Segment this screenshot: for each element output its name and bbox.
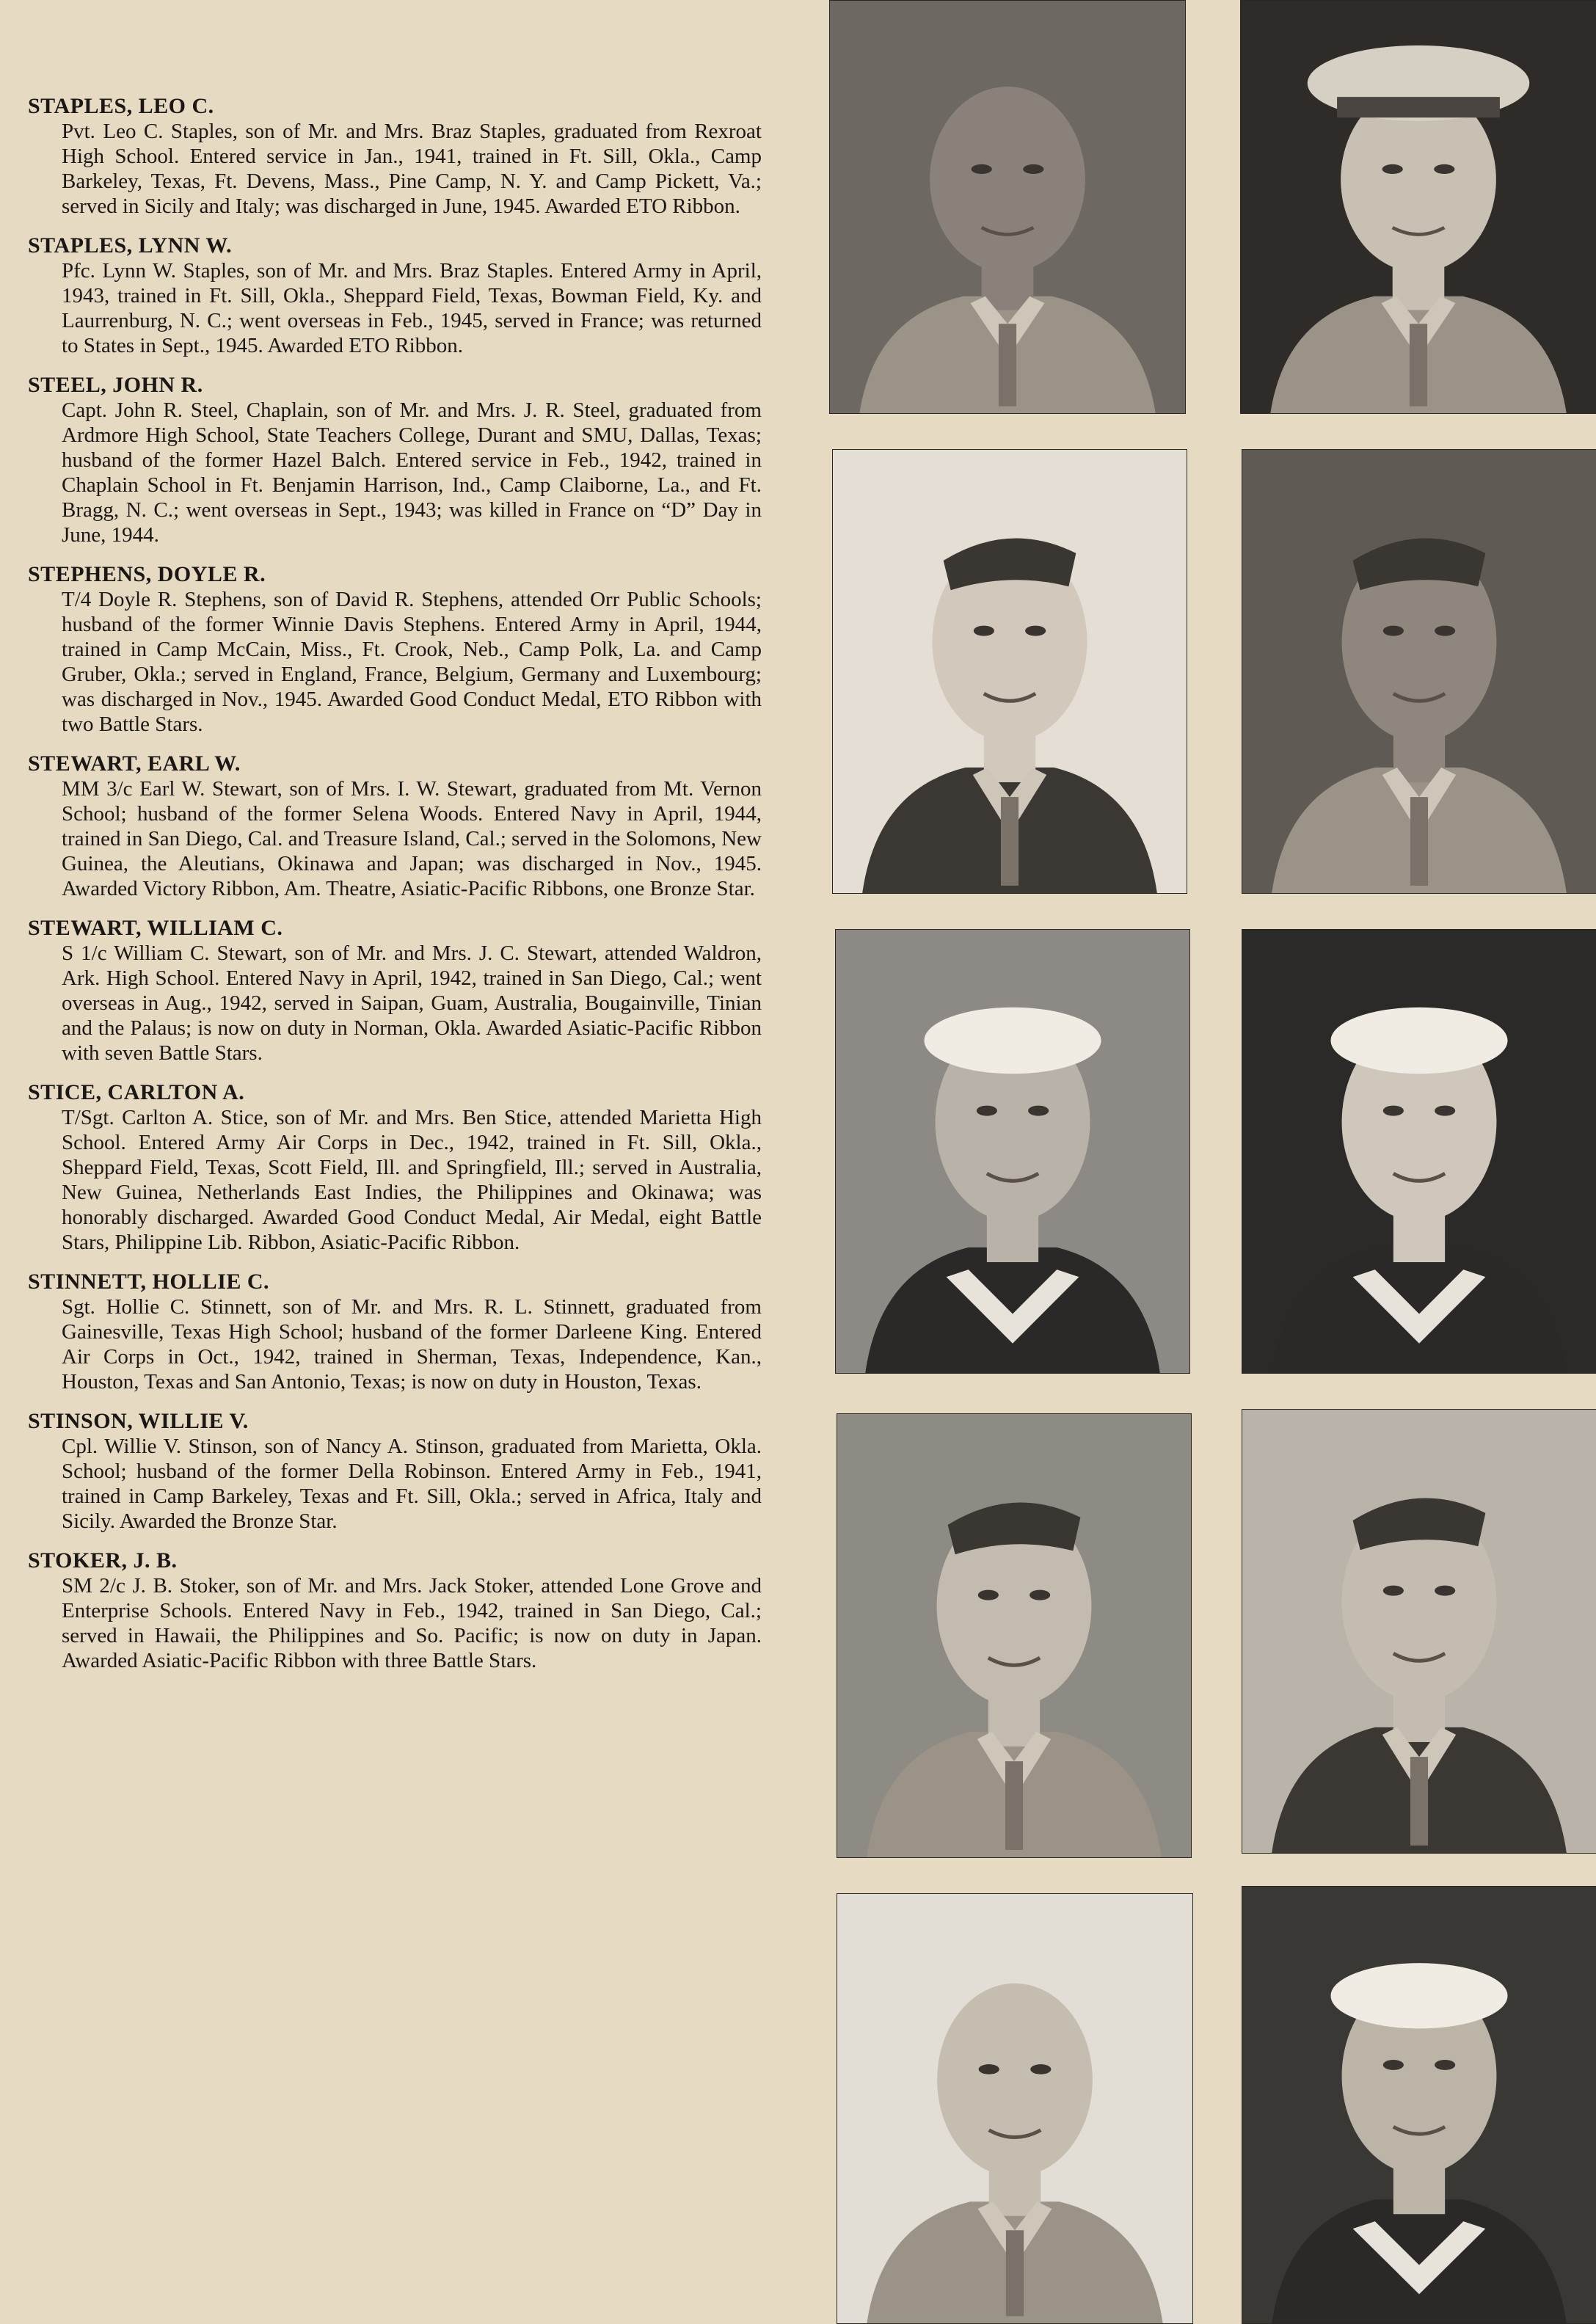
portrait-silhouette: [836, 930, 1189, 1373]
portrait-silhouette: [1242, 1887, 1596, 2323]
biography-column: [28, 94, 762, 1688]
bio-entry: [28, 373, 762, 547]
bio-name: STEEL, JOHN R.: [28, 373, 203, 397]
bio-entry: [28, 562, 762, 737]
bio-name: STOKER, J. B.: [28, 1548, 178, 1573]
portrait-silhouette: [837, 1414, 1191, 1857]
portrait-silhouette: [1242, 450, 1596, 893]
portrait-photo: [1242, 1409, 1596, 1854]
bio-text: Sgt. Hollie C. Stinnett, son of Mr. and Mrs. R. L. Stinnett, graduated from Gainesville, Texas High School; husband of the former Darleene King. Entered Air Corps in Oct., 1942, trained in Sherman, Texas, Independence, Kan., Houston, Texas and San Antonio, Texas; is now on duty in Houston, Texas.: [62, 1295, 762, 1394]
bio-name: STEWART, EARL W.: [28, 751, 241, 776]
bio-entry: [28, 1270, 762, 1394]
bio-text: T/Sgt. Carlton A. Stice, son of Mr. and Mrs. Ben Stice, attended Marietta High School. Entered Army Air Corps in Dec., 1942, trained in Ft. Sill, Okla., Sheppard Field, Texas, Scott Field, Ill. and Springfield, Ill.; served in Australia, New Guinea, Netherlands East Indies, the Philippines and Okinawa; was honorably discharged. Awarded Good Conduct Medal, Air Medal, eight Battle Stars, Philippine Lib. Ribbon, Asiatic-Pacific Ribbon.: [62, 1106, 762, 1254]
bio-entry: [28, 1409, 762, 1534]
bio-text: Capt. John R. Steel, Chaplain, son of Mr. and Mrs. J. R. Steel, graduated from Ardmore High School, State Teachers College, Durant and SMU, Dallas, Texas; husband of the former Hazel Balch. Entered service in Feb., 1942, trained in Chaplain School in Ft. Benjamin Harrison, Ind., Camp Claiborne, La., and Ft. Bragg, N. C.; went overseas in Sept., 1943; was killed in France on “D” Day in June, 1944.: [62, 398, 762, 547]
bio-name: STINNETT, HOLLIE C.: [28, 1270, 270, 1294]
bio-entry: [28, 916, 762, 1066]
bio-entry: [28, 751, 762, 901]
bio-entry: [28, 1548, 762, 1673]
portrait-silhouette: [830, 1, 1185, 413]
portrait-silhouette: [1241, 1, 1596, 413]
bio-name: STAPLES, LEO C.: [28, 94, 214, 118]
portrait-photo: [837, 1413, 1192, 1858]
bio-name: STINSON, WILLIE V.: [28, 1409, 249, 1433]
bio-text: T/4 Doyle R. Stephens, son of David R. Stephens, attended Orr Public Schools; husband of the former Winnie Davis Stephens. Entered Army in April, 1944, trained in Camp McCain, Miss., Ft. Crook, Neb., Camp Polk, La. and Camp Gruber, Okla.; served in England, France, Belgium, Germany and Luxembourg; was discharged in Nov., 1945. Awarded Good Conduct Medal, ETO Ribbon with two Battle Stars.: [62, 588, 762, 736]
bio-text: Pfc. Lynn W. Staples, son of Mr. and Mrs. Braz Staples. Entered Army in April, 1943, trained in Ft. Sill, Okla., Sheppard Field, Texas, Bowman Field, Ky. and Laurrenburg, N. C.; went overseas in Feb., 1945, served in France; was returned to States in Sept., 1945. Awarded ETO Ribbon.: [62, 259, 762, 357]
portrait-photo: [1240, 0, 1596, 414]
portrait-photo: [1242, 1886, 1596, 2324]
portrait-silhouette: [1242, 1410, 1596, 1853]
bio-entry: [28, 233, 762, 358]
portrait-photo: [1242, 929, 1596, 1374]
portrait-photo: [829, 0, 1186, 414]
bio-text: Pvt. Leo C. Staples, son of Mr. and Mrs. Braz Staples, graduated from Rexroat High School. Entered service in Jan., 1941, trained in Ft. Sill, Okla., Camp Barkeley, Texas, Ft. Devens, Mass., Pine Camp, N. Y. and Camp Pickett, Va.; served in Sicily and Italy; was discharged in June, 1945. Awarded ETO Ribbon.: [62, 120, 762, 218]
portrait-photo: [835, 929, 1190, 1374]
portrait-photo: [1242, 449, 1596, 894]
bio-entry: [28, 94, 762, 219]
bio-name: STICE, CARLTON A.: [28, 1080, 245, 1104]
bio-text: MM 3/c Earl W. Stewart, son of Mrs. I. W. Stewart, graduated from Mt. Vernon School; husband of the former Selena Woods. Entered Navy in April, 1944, trained in San Diego, Cal. and Treasure Island, Cal.; served in the Solomons, New Guinea, the Aleutians, Okinawa and Japan; was discharged in Nov., 1945. Awarded Victory Ribbon, Am. Theatre, Asiatic-Pacific Ribbons, one Bronze Star.: [62, 777, 762, 900]
bio-text: S 1/c William C. Stewart, son of Mr. and Mrs. J. C. Stewart, attended Waldron, Ark. High School. Entered Navy in April, 1942, trained in San Diego, Cal.; went overseas in Aug., 1942, served in Saipan, Guam, Australia, Bougainville, Tinian and the Palaus; is now on duty in Norman, Okla. Awarded Asiatic-Pacific Ribbon with seven Battle Stars.: [62, 941, 762, 1065]
bio-text: Cpl. Willie V. Stinson, son of Nancy A. Stinson, graduated from Marietta, Okla. School; husband of the former Della Robinson. Entered Army in Feb., 1941, trained in Camp Barkeley, Texas and Ft. Sill, Okla.; served in Africa, Italy and Sicily. Awarded the Bronze Star.: [62, 1435, 762, 1533]
portrait-silhouette: [833, 450, 1187, 893]
bio-name: STEPHENS, DOYLE R.: [28, 562, 266, 586]
bio-entry: [28, 1080, 762, 1255]
bio-name: STAPLES, LYNN W.: [28, 233, 233, 258]
portrait-silhouette: [837, 1894, 1192, 2323]
bio-text: SM 2/c J. B. Stoker, son of Mr. and Mrs. Jack Stoker, attended Lone Grove and Enterprise Schools. Entered Navy in Feb., 1942, trained in San Diego, Cal.; served in Hawaii, the Philippines and So. Pacific; is now on duty in Japan. Awarded Asiatic-Pacific Ribbon with three Battle Stars.: [62, 1574, 762, 1672]
bio-name: STEWART, WILLIAM C.: [28, 916, 283, 940]
portrait-photo: [837, 1893, 1193, 2324]
portrait-silhouette: [1242, 930, 1596, 1373]
portrait-photo: [832, 449, 1187, 894]
